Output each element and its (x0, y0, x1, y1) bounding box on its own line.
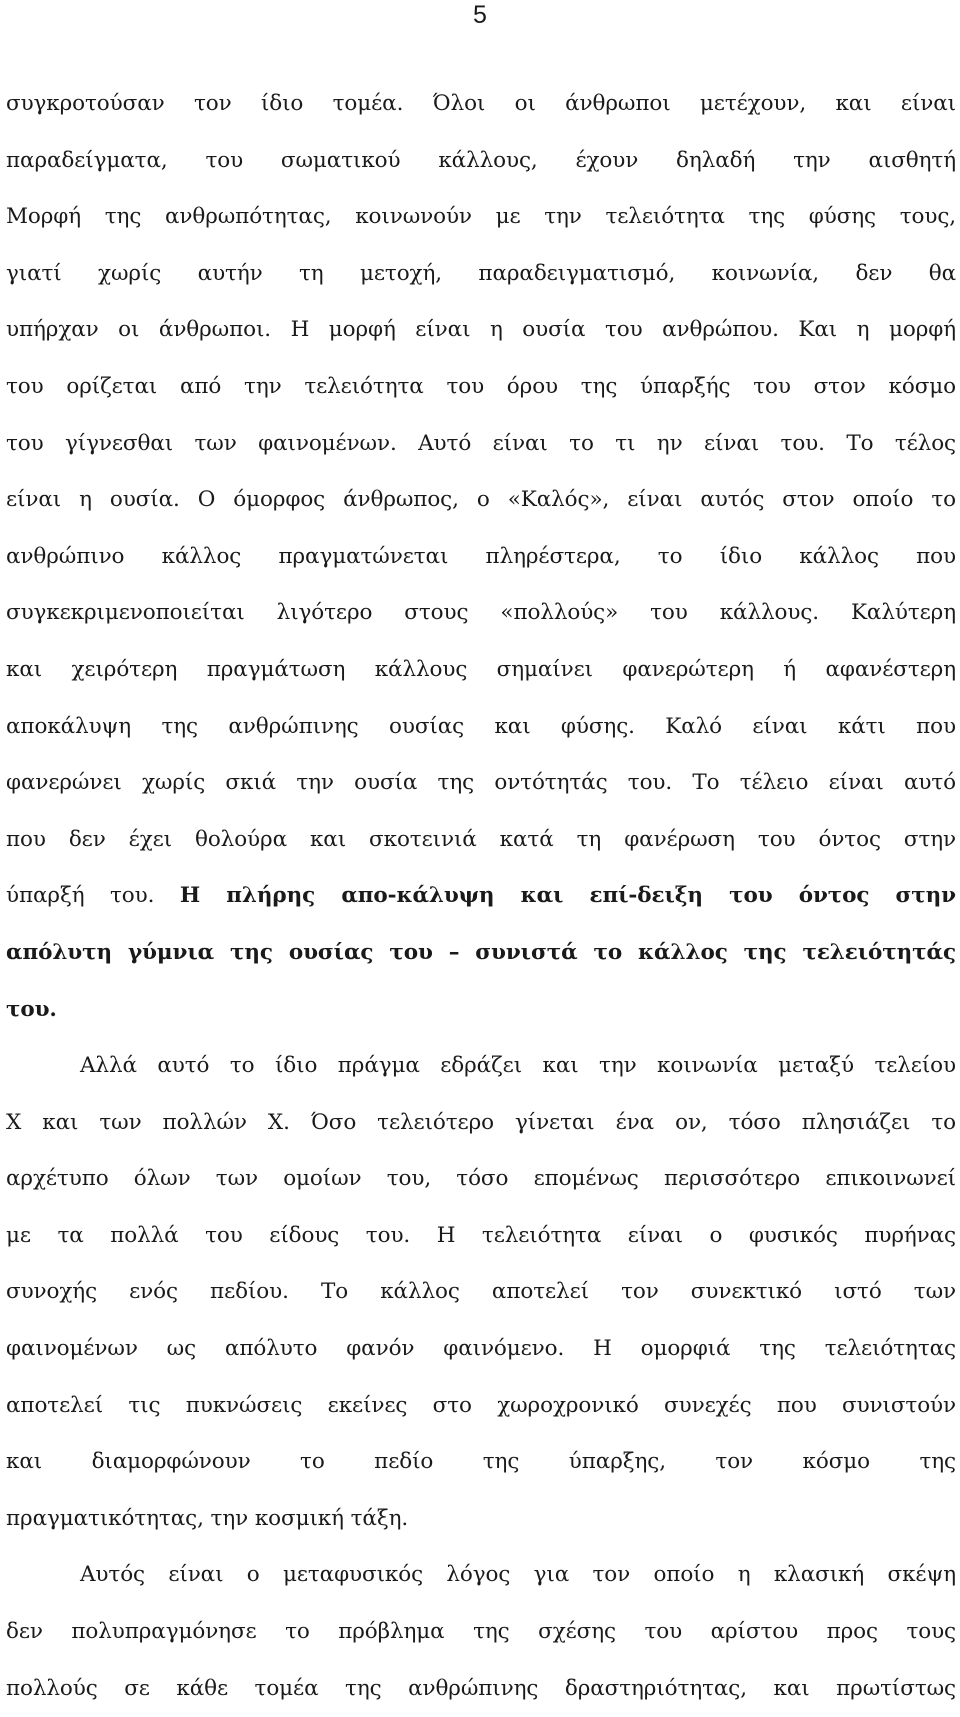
paragraph (6, 1547, 956, 1717)
text-line (6, 416, 956, 473)
text-line (6, 302, 956, 359)
text-run: συνοχής ενός πεδίου. Το κάλλος αποτελεί τον συνεκτικό ιστό των (6, 1279, 956, 1305)
text-line (6, 1208, 956, 1265)
text-line (6, 1095, 956, 1152)
text-run: Αυτός είναι ο μεταφυσικός λόγος για τον οποίο η κλασική σκέψη (80, 1562, 956, 1588)
text-run: υπήρχαν οι άνθρωποι. Η μορφή είναι η ουσία του ανθρώπου. Και η μορφή (6, 317, 956, 343)
bold-text-run: απόλυτη γύμνια της ουσίας του – συνιστά το κάλλος της τελειότητάς (6, 939, 956, 965)
text-run: δεν πολυπραγμόνησε το πρόβλημα της σχέσης του αρίστου προς τους (6, 1619, 956, 1645)
text-line (6, 1321, 956, 1378)
text-run: Αλλά αυτό το ίδιο πράγμα εδράζει και την κοινωνία μεταξύ τελείου (80, 1053, 956, 1079)
text-run: παραδείγματα, του σωματικού κάλλους, έχουν δηλαδή την αισθητή (6, 147, 956, 173)
text-line (6, 1434, 956, 1491)
text-run: Χ και των πολλών Χ. Όσο τελειότερο γίνεται ένα ον, τόσο πλησιάζει το (6, 1109, 956, 1135)
text-run: πολλούς σε κάθε τομέα της ανθρώπινης δραστηριότητας, και πρωτίστως (6, 1675, 956, 1701)
text-line (6, 1264, 956, 1321)
text-line (6, 1547, 956, 1604)
text-run: που δεν έχει θολούρα και σκοτεινιά κατά τη φανέρωση του όντος στην (6, 826, 956, 852)
text-run: συγκεκριμενοποιείται λιγότερο στους «πολλούς» του κάλλους. Καλύτερη (6, 600, 956, 626)
text-line (6, 1604, 956, 1661)
text-run: του ορίζεται από την τελειότητα του όρου της ύπαρξής του στον κόσμο (6, 373, 956, 399)
text-line (6, 1661, 956, 1717)
text-line (6, 1151, 956, 1208)
text-run: αποκάλυψη της ανθρώπινης ουσίας και φύσης. Καλό είναι κάτι που (6, 713, 956, 739)
text-line (6, 812, 956, 869)
text-run: φανερώνει χωρίς σκιά την ουσία της οντότητάς του. Το τέλειο είναι αυτό (6, 770, 956, 796)
text-line (6, 642, 956, 699)
text-line (6, 585, 956, 642)
text-line (6, 1378, 956, 1435)
text-line (6, 982, 956, 1039)
text-run: αποτελεί τις πυκνώσεις εκείνες στο χωροχρονικό συνεχές που συνιστούν (6, 1392, 956, 1418)
page-number: 5 (473, 1, 487, 29)
text-run: συγκροτούσαν τον ίδιο τομέα. Όλοι οι άνθρωποι μετέχουν, και είναι (6, 91, 956, 116)
bold-text-run: του. (6, 996, 57, 1022)
text-line (6, 76, 956, 133)
text-line (6, 472, 956, 529)
text-run: με τα πολλά του είδους του. Η τελειότητα είναι ο φυσικός πυρήνας (6, 1222, 956, 1248)
text-line (6, 189, 956, 246)
text-line (6, 699, 956, 756)
text-run: πραγματικότητας, την κοσμική τάξη. (6, 1505, 409, 1531)
body-text (6, 76, 956, 1717)
text-run: ύπαρξή του. (6, 883, 180, 909)
text-run: Μορφή της ανθρωπότητας, κοινωνούν με την τελειότητα της φύσης τους, (6, 204, 956, 230)
text-run: του γίγνεσθαι των φαινομένων. Αυτό είναι το τι ην είναι του. Το τέλος (6, 430, 956, 456)
text-line (6, 246, 956, 303)
text-run: γιατί χωρίς αυτήν τη μετοχή, παραδειγματισμό, κοινωνία, δεν θα (6, 260, 956, 286)
bold-text-run: Η πλήρης απο-κάλυψη και επί-δειξη του όντος στην (179, 883, 956, 909)
text-run: ανθρώπινο κάλλος πραγματώνεται πληρέστερα, το ίδιο κάλλος που (6, 543, 956, 569)
text-run: και διαμορφώνουν το πεδίο της ύπαρξης, τον κόσμο της (6, 1449, 956, 1475)
text-line (6, 925, 956, 982)
text-run: είναι η ουσία. Ο όμορφος άνθρωπος, ο «Καλός», είναι αυτός στον οποίο το (6, 487, 956, 513)
text-run: και χειρότερη πραγμάτωση κάλλους σημαίνει φανερώτερη ή αφανέστερη (6, 656, 956, 682)
paragraph (6, 1038, 956, 1547)
text-run: φαινομένων ως απόλυτο φανόν φαινόμενο. Η ομορφιά της τελειότητας (6, 1336, 956, 1362)
text-line (6, 755, 956, 812)
text-line (6, 133, 956, 190)
text-line (6, 1038, 956, 1095)
text-line (6, 529, 956, 586)
paragraph (6, 76, 956, 1038)
text-line (6, 868, 956, 925)
text-line (6, 359, 956, 416)
text-line (6, 1491, 956, 1548)
text-run: αρχέτυπο όλων των ομοίων του, τόσο επομένως περισσότερο επικοινωνεί (6, 1166, 956, 1192)
